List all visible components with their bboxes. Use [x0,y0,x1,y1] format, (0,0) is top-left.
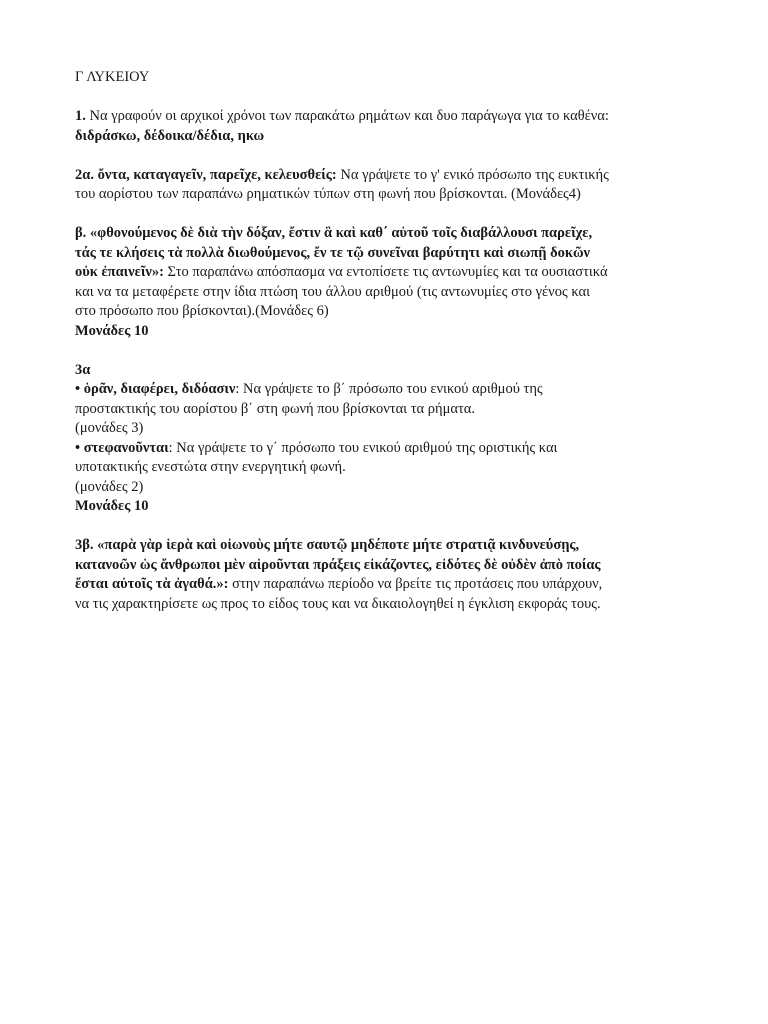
question-3a-total [75,497,705,517]
question-3b-quote-2: κατανοῶν ὡς ἄνθρωποι μὲν αἱροῦνται πράξεις εἰκάζοντες, εἰδότες δὲ οὐδὲν ἀπὸ ποίας [75,556,601,573]
question-3a-item-1-line-1 [75,380,705,400]
question-3a-item-1-marks-text: (μονάδες 3) [75,420,144,436]
question-3a-item-1-text-1: : Να γράψετε το β΄ πρόσωπο του ενικού αριθμού της [235,381,543,397]
question-3a-item-1-text-2: προστακτικής του αορίστου β΄ στη φωνή που βρίσκονται τα ρήματα. [75,400,475,417]
question-2a-text-2: του αορίστου των παραπάνω ρηματικών τύπων στη φωνή που βρίσκονται. (Μονάδες4) [75,186,581,202]
question-3a-item-2-marks-text: (μονάδες 2) [75,478,144,495]
question-1-words: διδράσκω, δέδοικα/δέδια, ηκω [75,127,265,144]
question-1-number: 1. [75,108,86,124]
question-1 [75,107,705,146]
question-3b [75,536,705,614]
heading-text: Γ ΛΥΚΕΙΟΥ [75,69,150,85]
question-3b-text-4: να τις χαρακτηρίσετε ως προς το είδος τους και να δικαιολογηθεί η έγκλιση εκφοράς τους. [75,595,601,612]
question-3a-total-marks: Μονάδες 10 [75,498,149,514]
question-3b-text-3: στην παραπάνω περίοδο να βρείτε τις προτάσεις που υπάρχουν, [228,576,603,592]
spacer [75,205,705,225]
document-heading [75,68,705,88]
question-2b-quote-3: οὐκ ἐπαινεῖν»: [75,264,164,280]
question-2a [75,166,705,205]
spacer [75,517,705,537]
question-2b-quote-2: τάς τε κλήσεις τὰ πολλὰ διωθούμενος, ἔν τε τῷ συνεῖναι βαρύτητι καὶ σιωπῇ δοκῶν [75,244,591,261]
question-2b-line-2 [75,244,705,264]
question-2b-line-5 [75,302,705,322]
question-3a-item-2-forms: • στεφανοῦνται [75,439,169,456]
question-2a-line-1 [75,166,705,186]
question-2b-line-4 [75,283,705,303]
question-2b-text-5: στο πρόσωπο που βρίσκονται).(Μονάδες 6) [75,303,329,319]
question-3b-quote-1: 3β. «παρὰ γὰρ ἱερὰ καὶ οἰωνοὺς μήτε σαυτῷ μηδέποτε μήτε στρατιᾷ κινδυνεύσῃς, [75,537,580,553]
question-3a-item-1-marks [75,419,705,439]
question-3a-label: 3α [75,361,91,378]
question-3a-item-2-text-1: : Να γράψετε το γ΄ πρόσωπο του ενικού αριθμού της οριστικής και [168,439,558,456]
question-3a-item-2-line-1 [75,439,705,459]
question-3b-line-1 [75,536,705,556]
question-1-prompt-line [75,107,705,127]
question-3b-line-4 [75,595,705,615]
question-2b-text-3: Στο παραπάνω απόσπασμα να εντοπίσετε τις αντωνυμίες και τα ουσιαστικά [163,264,608,280]
question-3a [75,361,705,517]
question-2b-line-1 [75,224,705,244]
spacer [75,146,705,166]
question-3a-item-2-text-2: υποτακτικής ενεστώτα στην ενεργητική φωνή. [75,459,346,475]
question-3a-item-2-line-2 [75,458,705,478]
question-2b-line-3 [75,263,705,283]
question-3a-item-2-marks [75,478,705,498]
spacer [75,341,705,361]
question-1-prompt: Να γραφούν οι αρχικοί χρόνοι των παρακάτω ρημάτων και δυο παράγωγα για το καθένα: [85,108,609,124]
question-2a-text-1: Να γράψετε το γ' ενικό πρόσωπο της ευκτικής [336,166,609,183]
document-body [75,68,705,614]
question-3b-line-3 [75,575,705,595]
question-3a-item-1-line-2 [75,400,705,420]
question-2-total-marks: Μονάδες 10 [75,322,149,339]
question-2b-quote-1: β. «φθονούμενος δὲ διὰ τὴν δόξαν, ἔστιν ἃ καὶ καθ΄ αὑτοῦ τοῖς διαβάλλουσι παρεῖχε, [75,225,593,241]
question-3a-label-line [75,361,705,381]
question-2a-forms: 2α. ὄντα, καταγαγεῖν, παρεῖχε, κελευσθείς: [75,166,337,183]
question-1-words-line [75,127,705,147]
question-3b-quote-3: ἔσται αὐτοῖς τὰ ἀγαθά.»: [75,576,229,592]
question-3a-item-1-forms: • ὁρᾶν, διαφέρει, διδόασιν [75,381,236,397]
question-2b [75,224,705,341]
spacer [75,88,705,108]
question-2-total [75,322,705,342]
question-3b-line-2 [75,556,705,576]
question-2a-line-2 [75,185,705,205]
question-2b-text-4: και να τα μεταφέρετε στην ίδια πτώση του άλλου αριθμού (τις αντωνυμίες στο γένος και [75,283,590,300]
